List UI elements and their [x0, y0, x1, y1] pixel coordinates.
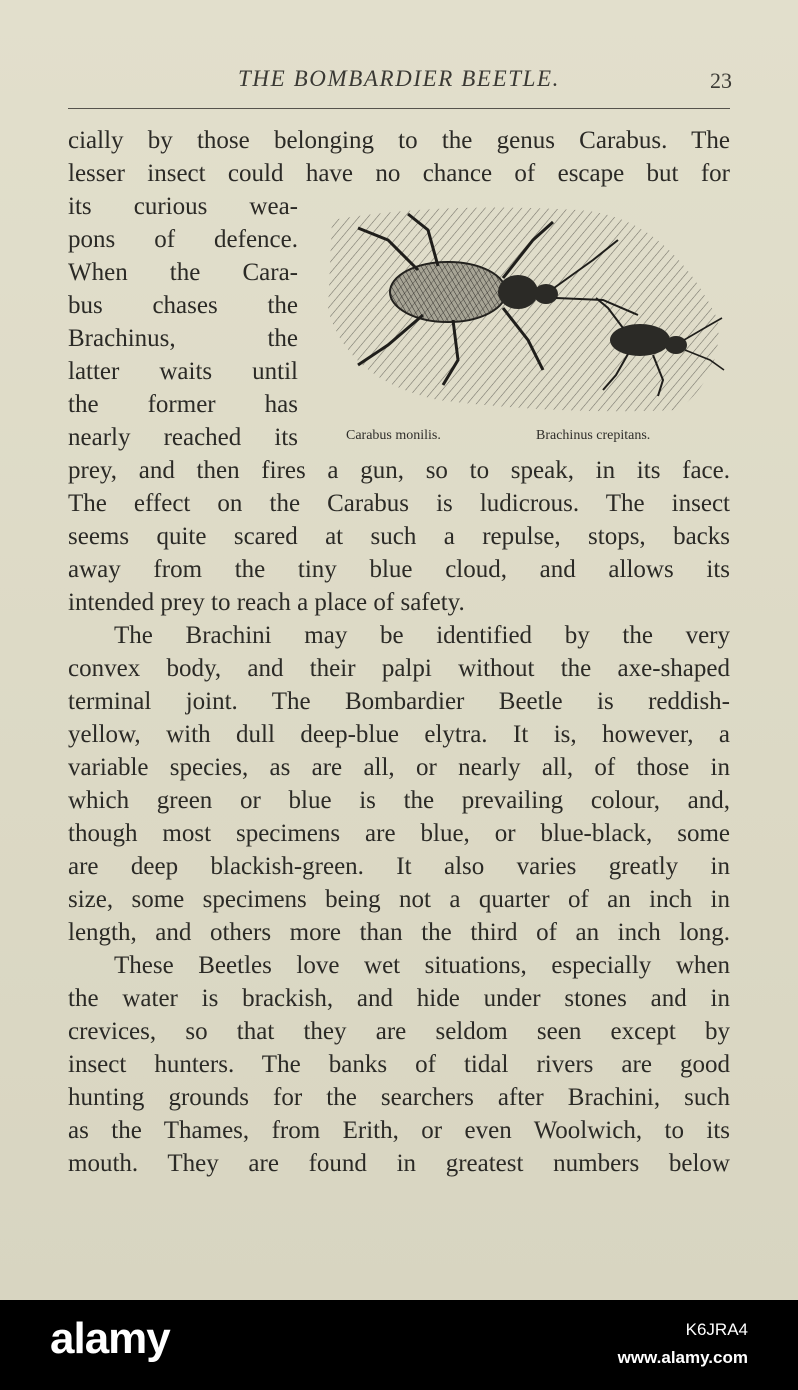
- beetle-illustration: [318, 200, 730, 452]
- page-number: 23: [710, 68, 732, 93]
- text-line: length, and others more than the third of an inch long.: [68, 919, 730, 946]
- text-line: its curious wea-: [68, 193, 298, 220]
- text-line: Brachinus, the: [68, 325, 298, 352]
- caption-carabus: Carabus monilis.: [346, 428, 441, 443]
- text-line: pons of defence.: [68, 226, 298, 253]
- text-line: seems quite scared at such a repulse, stops, backs: [68, 523, 730, 550]
- text-line: are deep blackish-green. It also varies greatly in: [68, 853, 730, 880]
- text-line: which green or blue is the prevailing colour, and,: [68, 787, 730, 814]
- image-code: K6JRA4: [685, 1320, 748, 1339]
- text-line: the former has: [68, 391, 298, 418]
- text-line: variable species, as are all, or nearly all, of those in: [68, 754, 730, 781]
- text-line: mouth. They are found in greatest numbers below: [68, 1150, 730, 1177]
- text-line: nearly reached its: [68, 424, 298, 451]
- text-line: yellow, with dull deep-blue elytra. It is, however, a: [68, 721, 730, 748]
- watermark-url: www.alamy.com: [617, 1348, 748, 1367]
- text-line: convex body, and their palpi without the axe-shaped: [68, 655, 730, 682]
- text-line: hunting grounds for the searchers after Brachini, such: [68, 1084, 730, 1111]
- text-line: crevices, so that they are seldom seen except by: [68, 1018, 730, 1045]
- text-line: latter waits until: [68, 358, 298, 385]
- text-line: bus chases the: [68, 292, 298, 319]
- beetle-engraving-icon: [318, 200, 730, 420]
- running-title: THE BOMBARDIER BEETLE.: [237, 66, 560, 91]
- header-rule: [68, 108, 730, 109]
- text-line: insect hunters. The banks of tidal rivers are good: [68, 1051, 730, 1078]
- text-line: These Beetles love wet situations, especially when: [114, 952, 730, 979]
- text-line: though most specimens are blue, or blue-black, some: [68, 820, 730, 847]
- text-line: prey, and then fires a gun, so to speak, in its face.: [68, 457, 730, 484]
- text-line: When the Cara-: [68, 259, 298, 286]
- caption-brachinus: Brachinus crepitans.: [536, 428, 651, 443]
- text-line: cially by those belonging to the genus Carabus. The: [68, 127, 730, 154]
- text-line: The effect on the Carabus is ludicrous. The insect: [68, 490, 730, 517]
- text-line: lesser insect could have no chance of escape but for: [68, 160, 730, 187]
- text-line: away from the tiny blue cloud, and allows its: [68, 556, 730, 583]
- alamy-logo: alamy: [50, 1314, 170, 1363]
- text-line: intended prey to reach a place of safety.: [68, 589, 465, 616]
- watermark-bar: [0, 1300, 798, 1390]
- text-line: the water is brackish, and hide under stones and in: [68, 985, 730, 1012]
- text-line: terminal joint. The Bombardier Beetle is reddish-: [68, 688, 730, 715]
- text-line: The Brachini may be identified by the very: [114, 622, 730, 649]
- text-line: size, some specimens being not a quarter of an inch in: [68, 886, 730, 913]
- text-line: as the Thames, from Erith, or even Woolwich, to its: [68, 1117, 730, 1144]
- running-head: [0, 66, 798, 102]
